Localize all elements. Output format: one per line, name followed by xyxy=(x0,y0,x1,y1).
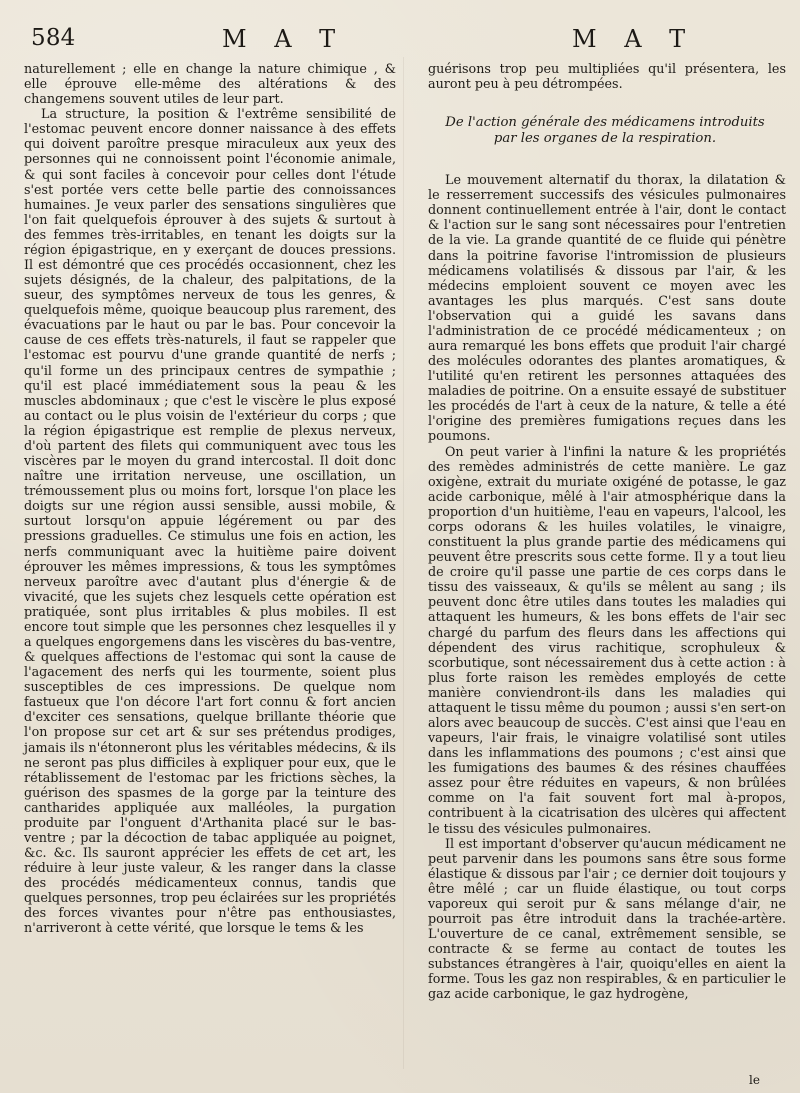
text-columns xyxy=(24,61,786,1001)
left-paragraph-2: La structure, la position & l'extrême sensibilité de l'estomac peuvent encore donner naissance à des effets qui doivent paroître presque miraculeux aux yeux des personnes qui ne connoissent point l'économie animale, & qui sont faciles à concevoir pour celles dont l'étude s'est portée vers cette belle partie des connoissances humaines. Je veux parler des sensations singulières que l'on fait quelquefois éprouver à des sujets & surtout à des femmes très-irritables, en tenant les doigts sur la région épigastrique, en y exerçant de douces pressions. Il est démontré que ces procédés occasionnent, chez les sujets désignés, de la chaleur, des palpitations, de la sueur, des symptômes nerveux de tous les genres, & quelquefois même, quoique beaucoup plus rarement, des évacuations par le haut ou par le bas. Pour concevoir la cause de ces effets très-naturels, il faut se rappeler que l'estomac est pourvu d'une grande quantité de nerfs ; qu'il forme un des principaux centres de sympathie ; qu'il est placé immédiatement sous la peau & les muscles abdominaux ; que c'est le viscère le plus exposé au contact ou le plus voisin de l'extérieur du corps ; que la région épigastrique est remplie de plexus nerveux, d'où partent des filets qui communiquent avec tous les viscères par le moyen du grand intercostal. Il doit donc naître une irritation nerveuse, une oscillation, un trémoussement plus ou moins fort, lorsque l'on place les doigts sur une région aussi sensible, aussi mobile, & surtout lorsqu'on appuie légérement ou par des pressions graduelles. Ce stimulus une fois en action, les nerfs communiquant avec la huitième paire doivent éprouver les mêmes impressions, & tous les symptômes nerveux paroître avec d'autant plus d'énergie & de vivacité, que les sujets chez lesquels cette opération est pratiquée, sont plus irritables & plus mobiles. Il est encore tout simple que les personnes chez lesquelles il y a quelques engorgemens dans les viscères du bas-ventre, & quelques affections de l'estomac qui sont la cause de l'agacement des nerfs qui les tourmente, soient plus susceptibles de ces impressions. De quelque nom fastueux que l'on décore l'art fort connu & fort ancien d'exciter ces sensations, quelque brillante théorie que l'on propose sur cet art & sur ses prétendus prodiges, jamais ils n'étonneront plus les véritables médecins, & ils ne seront pas plus difficiles à expliquer pour eux, que le rétablissement de l'estomac par les frictions sèches, la guérison des spasmes de la gorge par la teinture des cantharides appliquée aux malléoles, la purgation produite par l'onguent d'Arthanita placé sur le bas-ventre ; par la décoction de tabac appliquée au poignet, &c. &c. Ils sauront apprécier les effets de cet art, les réduire à leur juste valeur, & les ranger dans la classe des procédés médicamenteux connus, tandis que quelques personnes, trop peu éclairées sur les propriétés des forces vivantes pour n'être pas enthousiastes, n'arriveront à cette vérité, que lorsque le tems & les xyxy=(24,106,396,936)
running-head-left: M A T xyxy=(222,25,346,53)
right-paragraph-2: Le mouvement alternatif du thorax, la dilatation & le resserrement successifs des vésicules pulmonaires donnent continuellement entrée à l'air, dont le contact & l'action sur le sang sont nécessaires pour l'entretien de la vie. La grande quantité de ce fluide qui pénètre dans la poitrine favorise l'intromission de plusieurs médicamens volatilisés & dissous par l'air, & les médecins emploient souvent ce moyen avec les avantages les plus marqués. C'est sans doute l'observation qui a guidé les savans dans l'administration de ce procédé médicamenteux ; on aura remarqué les bons effets que produit l'air chargé des molécules odorantes des plantes aromatiques, & l'utilité qu'en retirent les personnes attaquées des maladies de poitrine. On a ensuite essayé de substituer les procédés de l'art à ceux de la nature, & telle a été l'origine des premières fumigations reçues dans les poumons. xyxy=(428,172,786,444)
left-column xyxy=(24,61,396,1001)
running-head-right: M A T xyxy=(572,25,696,53)
left-paragraph-1: naturellement ; elle en change la nature chimique , & elle éprouve elle-même des altérations & des changemens souvent utiles de leur part. xyxy=(24,61,396,107)
right-paragraph-4: Il est important d'observer qu'aucun médicament ne peut parvenir dans les poumons sans être sous forme élastique & dissous par l'air ; ce dernier doit toujours y être mêlé ; car un fluide élastique, ou tout corps vaporeux qui seroit pur & sans mélange d'air, ne pourroit pas être introduit dans la trachée-artère. L'ouverture de ce canal, extrêmement sensible, se contracte & se ferme au contact de toutes les substances étrangères à l'air, quoiqu'elles en aient la forme. Tous les gaz non respirables, & en particulier le gaz acide carbonique, le gaz hydrogène, xyxy=(428,835,786,1002)
right-paragraph-1: guérisons trop peu multipliées qu'il présentera, les auront peu à peu détrompées. xyxy=(428,61,786,92)
section-heading: De l'action générale des médicamens introduits par les organes de la respiration. xyxy=(445,115,765,147)
right-column xyxy=(410,61,786,1001)
right-paragraph-3: On peut varier à l'infini la nature & les propriétés des remèdes administrés de cette manière. Le gaz oxigène, extrait du muriate oxigéné de potasse, le gaz acide carbonique, mêlé à l'air atmosphérique dans la proportion d'un huitième, l'eau en vapeurs, l'alcool, les corps odorans & les huiles volatiles, le vinaigre, constituent la plus grande partie des médicamens qui peuvent être prescrits sous cette forme. Il y a tout lieu de croire qu'il passe une partie de ces corps dans le tissu des vaisseaux, & qu'ils se mêlent au sang ; ils peuvent donc être utiles dans toutes les maladies qui attaquent les humeurs, & les bons effets de l'air sec chargé du parfum des fleurs dans les affections qui dépendent des virus rachitique, scrophuleux & scorbutique, sont nécessairement dus à cette action : à plus forte raison les remèdes employés de cette manière conviendront-ils dans les maladies qui attaquent le tissu même du poumon ; aussi s'en sert-on alors avec beaucoup de succès. C'est ainsi que l'eau en vapeurs, l'air frais, le vinaigre volatilisé sont utiles dans les inflammations des poumons ; c'est ainsi que les fumigations des baumes & des résines chauffées assez pour être réduites en vapeurs, & non brûlées comme on l'a fait souvent fort mal à-propos, contribuent à la cicatrisation des ulcères qui affectent le tissu des vésicules pulmonaires. xyxy=(428,443,786,836)
page-header xyxy=(24,22,786,56)
catchword: le xyxy=(749,1073,760,1087)
page-number: 584 xyxy=(31,25,76,51)
